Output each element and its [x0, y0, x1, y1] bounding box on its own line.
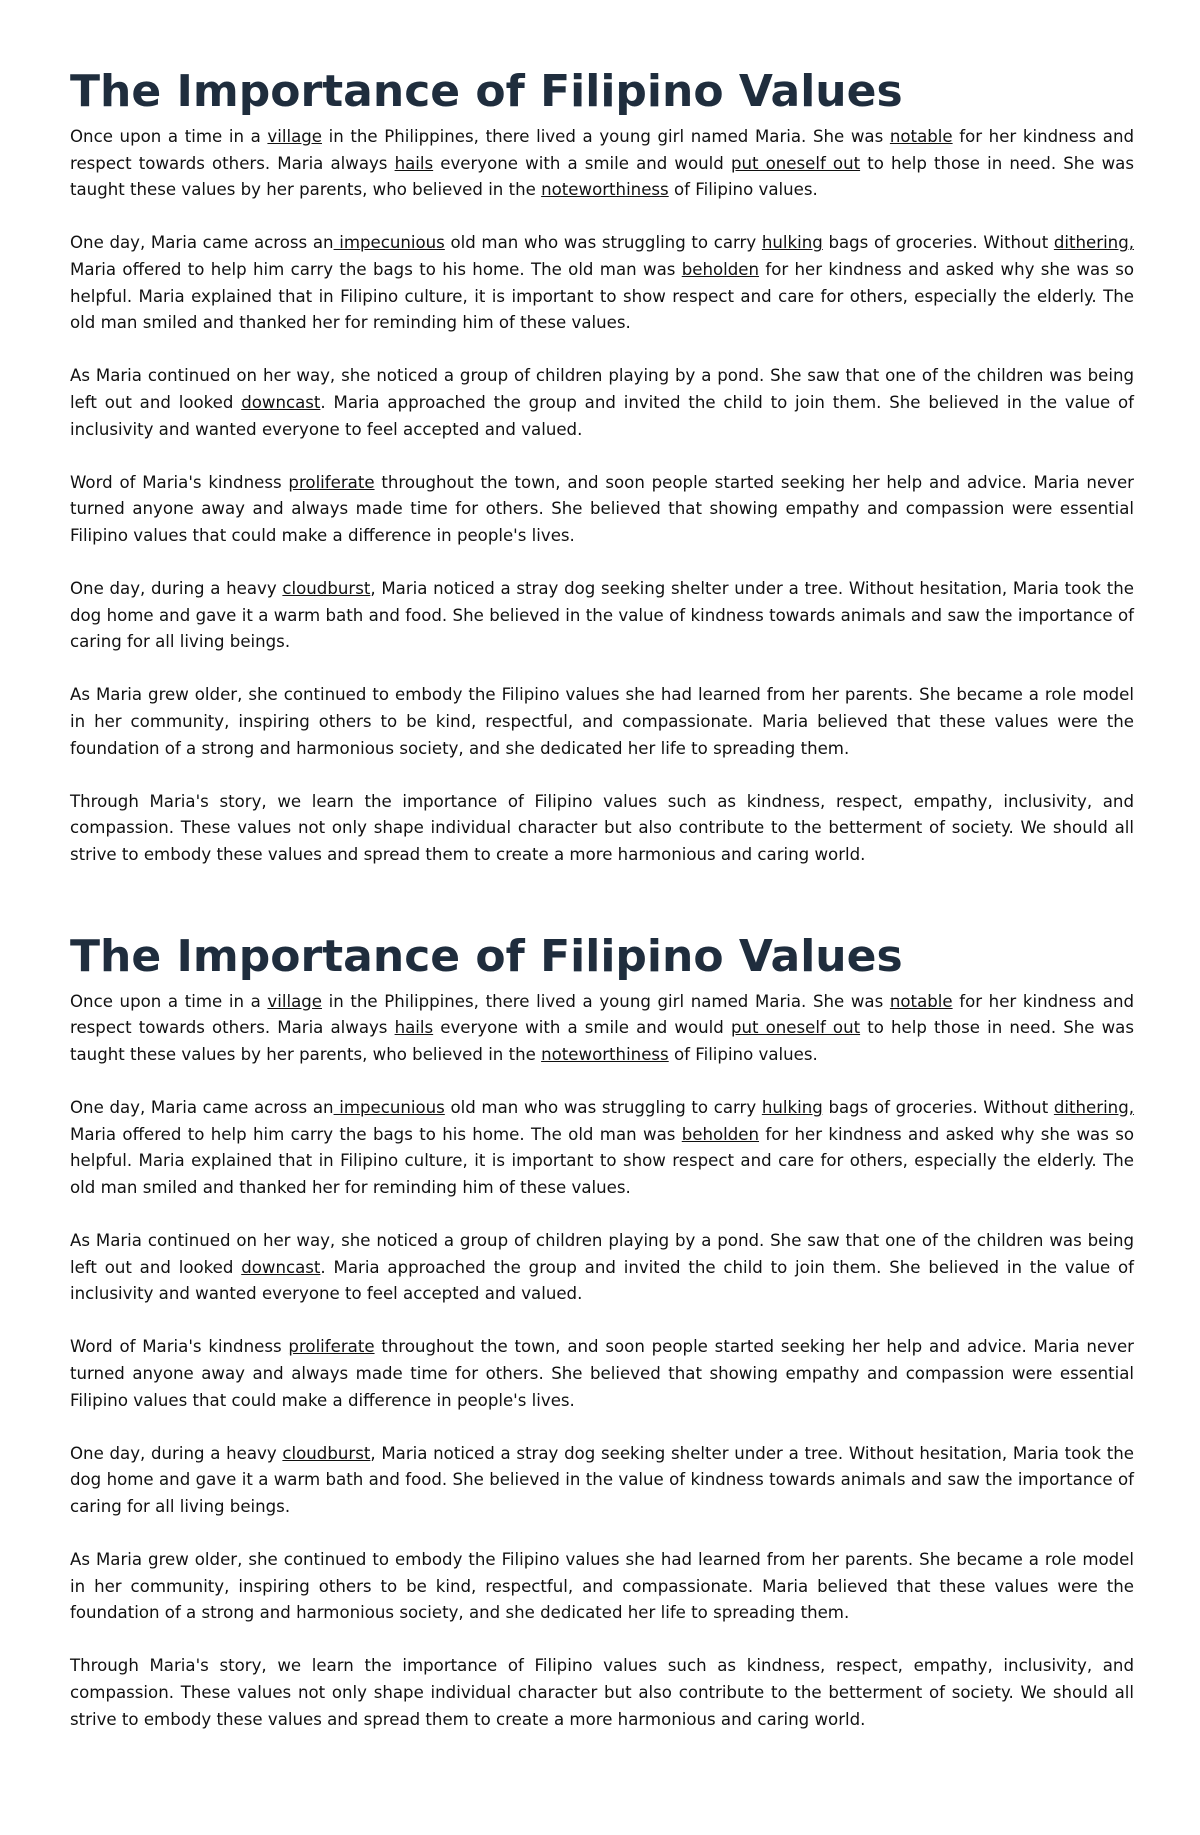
text-run: Maria offered to help him carry the bags to his home. The old man was — [70, 259, 682, 279]
text-run: As Maria continued on her way, she noticed a group of children playing by a pond. She saw that one of the children was being left out and looked — [70, 1230, 1134, 1277]
text-run: old man who was struggling to carry — [444, 233, 762, 253]
text-run: As Maria grew older, she continued to embody the Filipino values she had learned from her parents. She became a role model in her community, inspiring others to be kind, respectful, and compassionate. Maria believed that these values were the foundation of a strong and harmonious society, and she dedicated her life to spreading them. — [70, 685, 1134, 758]
text-run: to help those in need. She was taught these values by her parents, who believed in the — [70, 1018, 1134, 1064]
document-page — [70, 60, 1134, 1733]
text-run: in the Philippines, there lived a young girl named Maria. She was — [321, 991, 890, 1011]
article-section — [70, 60, 1134, 869]
text-run: . Maria approached the group and invited the child to join them. She believed in the value of inclusivity and wanted everyone to feel accepted and valued. — [70, 1257, 1134, 1304]
paragraph — [70, 1547, 1134, 1627]
paragraph — [70, 124, 1134, 204]
text-run: Maria offered to help him carry the bags to his home. The old man was — [70, 1124, 682, 1144]
text-run: As Maria continued on her way, she noticed a group of children playing by a pond. She saw that one of the children was being left out and looked — [70, 366, 1134, 412]
text-run: As Maria grew older, she continued to embody the Filipino values she had learned from her parents. She became a role model in her community, inspiring others to be kind, respectful, and compassionate. Maria believed that these values were the foundation of a strong and harmonious society, and she dedicated her life to spreading them. — [70, 1550, 1134, 1623]
text-run: , Maria noticed a stray dog seeking shelter under a tree. Without hesitation, Maria took the dog home and gave it a warm bath and food. She believed in the value of kindness towards animals and saw the importance of caring for all living beings. — [70, 579, 1134, 652]
underlined-word: dithering, — [1053, 1098, 1135, 1117]
paragraph — [70, 470, 1134, 550]
text-run: Once upon a time in a — [70, 127, 268, 146]
text-run: of Filipino values. — [668, 180, 818, 200]
paragraph — [70, 1334, 1134, 1414]
text-run: to help those in need. She was taught these values by her parents, who believed in the — [70, 153, 1134, 200]
text-run: for her kindness and asked why she was so helpful. Maria explained that in Filipino culture, it is important to show respect and care for others, especially the elderly. The old man smiled and thanked her for reminding him of these values. — [70, 259, 1134, 333]
paragraph — [70, 789, 1134, 869]
underlined-word: notable — [889, 127, 953, 146]
text-run: One day, Maria came across an — [70, 233, 334, 253]
underlined-word: impecunious — [333, 233, 445, 253]
underlined-word: hulking — [761, 1098, 823, 1117]
underlined-word: hulking — [761, 233, 823, 253]
text-run: . Maria approached the group and invited the child to join them. She believed in the value of inclusivity and wanted everyone to feel accepted and valued. — [70, 392, 1134, 439]
text-run: for her kindness and asked why she was so helpful. Maria explained that in Filipino culture, it is important to show respect and care for others, especially the elderly. The old man smiled and thanked her for reminding him of these values. — [70, 1124, 1134, 1197]
underlined-word: proliferate — [288, 472, 375, 492]
underlined-word: noteworthiness — [541, 1044, 669, 1064]
page-title: The Importance of Filipino Values — [70, 66, 903, 117]
underlined-word: put oneself out — [730, 153, 861, 173]
text-run: for her kindness and respect towards others. Maria always — [70, 127, 1135, 173]
text-run: in the Philippines, there lived a young girl named Maria. She was — [321, 127, 890, 146]
underlined-word: cloudburst — [282, 1443, 371, 1463]
paragraph — [70, 1653, 1134, 1733]
paragraph — [70, 1228, 1134, 1308]
text-run: One day, during a heavy — [70, 579, 283, 599]
underlined-word: downcast — [241, 1257, 321, 1277]
text-run: Once upon a time in a — [70, 991, 268, 1011]
underlined-word: beholden — [681, 259, 760, 279]
underlined-word: notable — [889, 991, 953, 1011]
text-run: of Filipino values. — [668, 1044, 818, 1064]
text-run: throughout the town, and soon people started seeking her help and advice. Maria never turned anyone away and always made time for others. She believed that showing empathy and compassion were essential Filipino values that could make a difference in people's lives. — [70, 1337, 1135, 1410]
underlined-word: put oneself out — [730, 1018, 861, 1038]
paragraph — [70, 363, 1134, 443]
paragraph — [70, 576, 1134, 656]
paragraph — [70, 1095, 1134, 1201]
underlined-word: dithering, — [1053, 233, 1135, 253]
underlined-word: noteworthiness — [541, 180, 669, 200]
page-title: The Importance of Filipino Values — [70, 930, 903, 982]
underlined-word: proliferate — [288, 1337, 375, 1357]
text-run: old man who was struggling to carry — [444, 1098, 762, 1117]
text-run: , Maria noticed a stray dog seeking shelter under a tree. Without hesitation, Maria took the dog home and gave it a warm bath and food. She believed in the value of kindness towards animals and saw the importance of caring for all living beings. — [70, 1443, 1134, 1516]
text-run: everyone with a smile and would — [433, 153, 731, 173]
paragraph — [70, 989, 1134, 1069]
underlined-word: hails — [394, 153, 434, 173]
underlined-word: village — [267, 991, 322, 1011]
text-run: Word of Maria's kindness — [70, 472, 289, 492]
underlined-word: downcast — [241, 392, 321, 412]
text-run: Word of Maria's kindness — [70, 1337, 289, 1357]
underlined-word: hails — [394, 1018, 434, 1038]
underlined-word: cloudburst — [282, 579, 371, 599]
text-run: everyone with a smile and would — [433, 1018, 731, 1038]
underlined-word: beholden — [681, 1124, 760, 1144]
text-run: for her kindness and respect towards others. Maria always — [70, 991, 1135, 1038]
text-run: Through Maria's story, we learn the importance of Filipino values such as kindness, respect, empathy, inclusivity, and compassion. These values not only shape individual character but also contribute to the betterment of society. We should all strive to embody these values and spread them to create a more harmonious and caring world. — [70, 791, 1134, 865]
text-run: Through Maria's story, we learn the importance of Filipino values such as kindness, respect, empathy, inclusivity, and compassion. These values not only shape individual character but also contribute to the betterment of society. We should all strive to embody these values and spread them to create a more harmonious and caring world. — [70, 1656, 1134, 1729]
underlined-word: village — [267, 127, 322, 146]
text-run: One day, during a heavy — [70, 1443, 283, 1463]
paragraph — [70, 1441, 1134, 1521]
text-run: bags of groceries. Without — [822, 1098, 1054, 1117]
text-run: One day, Maria came across an — [70, 1098, 334, 1117]
paragraph — [70, 230, 1134, 336]
underlined-word: impecunious — [333, 1098, 445, 1117]
text-run: bags of groceries. Without — [822, 233, 1054, 253]
article-section — [70, 925, 1134, 1734]
paragraph — [70, 682, 1134, 762]
text-run: throughout the town, and soon people started seeking her help and advice. Maria never turned anyone away and always made time for others. She believed that showing empathy and compassion were essential Filipino values that could make a difference in people's lives. — [70, 472, 1135, 545]
